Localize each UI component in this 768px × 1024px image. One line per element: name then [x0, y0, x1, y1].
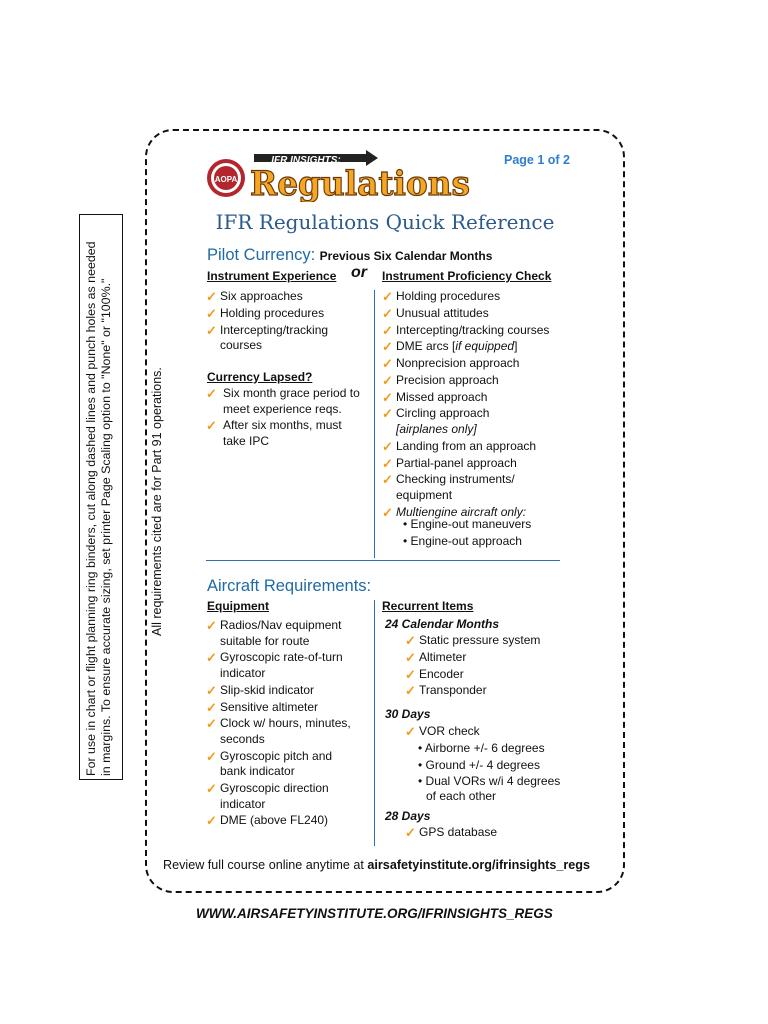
currency-lapsed-list: [206, 386, 371, 450]
check-icon: ✓: [382, 438, 393, 454]
list-item: ✓ Six approaches: [206, 289, 303, 304]
pilot-currency-title: Pilot Currency:: [207, 246, 316, 264]
list-item: ✓ Intercepting/tracking courses: [382, 322, 550, 338]
list-item: ✓ Holding procedures: [382, 289, 501, 304]
check-icon: ✓: [206, 289, 217, 304]
vor-airborne: • Airborne +/- 6 degrees: [418, 741, 545, 755]
list-item: ✓ Transponder: [405, 683, 487, 699]
list-item: ✓ Altimeter: [405, 649, 467, 665]
list-item: ✓ Clock w/ hours, minutes, seconds: [206, 716, 351, 746]
check-icon: ✓: [382, 406, 393, 422]
printing-instructions-line2: in margins. To ensure accurate sizing, set printer Page Scaling option to "None" or "100%.": [99, 278, 113, 776]
group-28-days-heading: 28 Days: [385, 809, 431, 823]
or-label: or: [351, 264, 367, 281]
check-icon: ✓: [206, 418, 217, 434]
list-item: ✓ Encoder: [405, 666, 464, 682]
pilot-currency-subtitle: Previous Six Calendar Months: [319, 249, 493, 263]
equipment-list: [206, 618, 371, 829]
check-icon: ✓: [382, 289, 393, 304]
list-item: ✓ Precision approach: [382, 372, 499, 388]
check-icon: ✓: [405, 825, 416, 840]
review-text: Review full course online anytime at: [163, 858, 368, 872]
list-item: ✓ Circling approach [airplanes only]: [382, 406, 490, 437]
list-item: ✓ Partial-panel approach: [382, 455, 517, 471]
column-divider: [374, 290, 375, 558]
part91-note: All requirements cited are for Part 91 operations.: [150, 367, 164, 636]
engine-out-approach: • Engine-out approach: [403, 534, 522, 548]
list-item: ✓ DME arcs [if equipped]: [382, 339, 518, 355]
section-divider: [206, 560, 560, 561]
list-item: ✓ Multiengine aircraft only:: [382, 504, 527, 520]
badge-text: AOPA: [214, 175, 238, 184]
list-item: ✓ Missed approach: [382, 389, 488, 405]
list-item: ✓ Landing from an approach: [382, 438, 537, 454]
engine-out-maneuvers: • Engine-out maneuvers: [403, 517, 532, 531]
column-divider: [374, 600, 375, 846]
group-24-months-list: [405, 633, 565, 699]
list-item: ✓ Unusual attitudes: [382, 305, 489, 321]
logo-big-text: Regulations: [250, 164, 470, 202]
check-icon: ✓: [206, 682, 217, 698]
check-icon: ✓: [206, 322, 217, 338]
check-icon: ✓: [382, 339, 393, 355]
list-item: ✓ Radios/Nav equipment suitable for route: [206, 618, 342, 648]
list-item: ✓ Static pressure system: [405, 633, 541, 648]
check-icon: ✓: [206, 305, 217, 321]
group-30-days-heading: 30 Days: [385, 707, 431, 721]
list-item: ✓ Checking instruments/ equipment: [382, 472, 515, 502]
check-icon: ✓: [206, 386, 217, 401]
page-title: IFR Regulations Quick Reference: [215, 210, 555, 234]
review-course-note: [163, 858, 590, 872]
list-item: ✓ VOR check: [405, 724, 480, 739]
check-icon: ✓: [206, 699, 217, 715]
check-icon: ✓: [405, 666, 416, 682]
check-icon: ✓: [382, 356, 393, 372]
aopa-badge: [207, 159, 245, 197]
logo-small-text: IFR INSIGHTS:: [271, 155, 341, 166]
vor-dual: • Dual VORs w/i 4 degrees: [418, 774, 561, 788]
check-icon: ✓: [405, 633, 416, 648]
check-icon: ✓: [405, 683, 416, 699]
equipment-heading: Equipment: [207, 599, 269, 613]
check-icon: ✓: [405, 649, 416, 665]
list-item: ✓ Nonprecision approach: [382, 356, 520, 372]
review-link[interactable]: airsafetyinstitute.org/ifrinsights_regs: [367, 858, 590, 872]
group-24-months-heading: 24 Calendar Months: [385, 617, 500, 631]
check-icon: ✓: [382, 372, 393, 388]
list-item: ✓ GPS database: [405, 825, 498, 840]
group-28-days-list: [405, 825, 565, 841]
check-icon: ✓: [206, 813, 217, 829]
list-item: ✓ DME (above FL240): [206, 813, 329, 829]
ipc-heading: Instrument Proficiency Check: [382, 269, 552, 283]
check-icon: ✓: [382, 472, 393, 488]
list-item: ✓ Holding procedures: [206, 305, 325, 321]
check-icon: ✓: [206, 618, 217, 633]
check-icon: ✓: [206, 781, 217, 797]
check-icon: ✓: [206, 748, 217, 764]
footer-url[interactable]: WWW.AIRSAFETYINSTITUTE.ORG/IFRINSIGHTS_REGS: [196, 906, 553, 921]
check-icon: ✓: [382, 455, 393, 471]
group-30-days-list: [405, 724, 565, 740]
printing-instructions-line1: For use in chart or flight planning ring binders, cut along dashed lines and punch holes as needed: [84, 241, 98, 776]
instrument-experience-list: [206, 289, 366, 354]
pilot-currency-header: [207, 246, 492, 265]
ifr-insights-logo: [206, 150, 474, 202]
ipc-list: [382, 289, 562, 520]
list-item: ✓ Six month grace period to meet experience reqs.: [206, 386, 360, 416]
check-icon: ✓: [382, 504, 393, 520]
list-item: ✓ Slip-skid indicator: [206, 682, 315, 698]
check-icon: ✓: [206, 716, 217, 732]
vor-ground: • Ground +/- 4 degrees: [418, 758, 540, 772]
check-icon: ✓: [405, 724, 416, 739]
instrument-experience-heading: Instrument Experience: [207, 269, 337, 283]
page-number: Page 1 of 2: [504, 153, 570, 167]
vor-dual-cont: of each other: [426, 789, 497, 803]
check-icon: ✓: [382, 322, 393, 338]
check-icon: ✓: [382, 389, 393, 405]
list-item: ✓ Intercepting/tracking courses: [206, 322, 329, 353]
list-item: ✓ Sensitive altimeter: [206, 699, 319, 715]
list-item: ✓ Gyroscopic direction indicator: [206, 781, 329, 811]
currency-lapsed-heading: Currency Lapsed?: [207, 370, 313, 384]
printing-instructions: [84, 241, 114, 776]
recurrent-items-heading: Recurrent Items: [382, 599, 474, 613]
aircraft-requirements-title: Aircraft Requirements:: [207, 577, 372, 595]
list-item: ✓ Gyroscopic rate-of-turn indicator: [206, 650, 343, 680]
list-item: ✓ Gyroscopic pitch and bank indicator: [206, 748, 333, 779]
check-icon: ✓: [206, 650, 217, 666]
list-item: ✓ After six months, must take IPC: [206, 418, 342, 448]
check-icon: ✓: [382, 305, 393, 321]
